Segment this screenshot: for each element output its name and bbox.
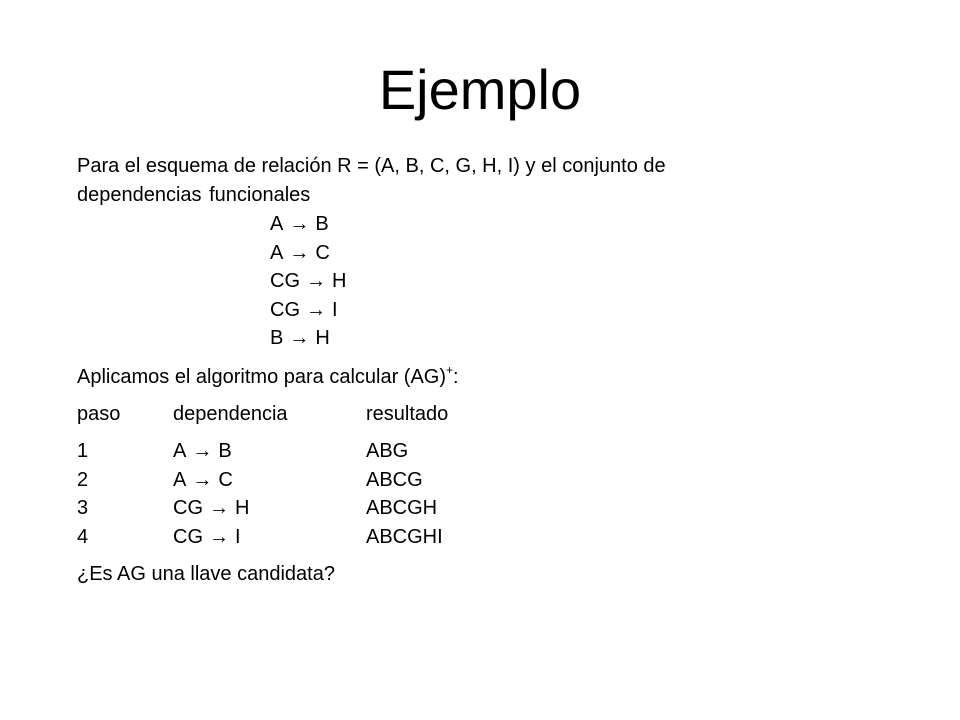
step-result: ABG [366,440,409,462]
arrow-icon: → [209,497,229,519]
dependency-item [270,210,917,239]
table-row [77,494,917,523]
step-dependency: CG → H [173,497,250,519]
intro-line-2: dependencias funcionales [77,184,311,206]
step-dependency: CG → I [173,525,241,548]
step-result: ABCGHI [366,525,443,548]
header-step: paso [77,402,121,425]
step-number: 4 [77,525,89,548]
slide-body [77,152,917,588]
step-number: 3 [77,497,89,519]
dependency-left: A [270,241,284,264]
algorithm-text: Aplicamos el algoritmo para calcular (AG) [77,365,447,388]
step-dependency: A → C [173,468,233,491]
dependency-left: A [270,213,284,235]
dependency-item [270,239,917,268]
dependency-item [270,267,917,296]
arrow-icon: → [289,327,310,349]
dependency-right: B [315,213,329,235]
intro-text [77,152,917,210]
header-dependency: dependencia [173,402,288,425]
arrow-icon: → [209,525,229,548]
algorithm-colon: : [453,365,459,388]
arrow-icon: → [306,270,326,292]
step-result: ABCG [366,468,423,491]
dependency-right: I [332,298,338,321]
arrow-icon: → [289,213,310,235]
table-header [77,400,917,429]
dependency-right: H [315,327,330,349]
dependency-right: C [315,241,330,264]
arrow-icon: → [306,298,326,321]
dependency-left: B [270,327,284,349]
algorithm-statement [77,363,917,391]
step-dependency: A → B [173,440,232,462]
dependency-item [270,324,917,353]
header-result: resultado [366,402,449,425]
arrow-icon: → [192,440,213,462]
closure-superscript: + [446,362,454,377]
dependency-left: CG [270,270,300,292]
slide-title: Ejemplo [378,58,582,121]
step-result: ABCGH [366,497,438,519]
dependency-list [270,210,917,353]
table-row [77,523,917,552]
step-number: 1 [77,440,89,462]
table-row [77,437,917,466]
intro-line-1: Para el esquema de relación R = (A, B, C, G, H, I) y el conjunto de [77,155,666,177]
arrow-icon: → [289,241,310,264]
step-number: 2 [77,468,89,491]
dependency-left: CG [270,298,300,321]
arrow-icon: → [192,468,213,491]
question-text: ¿Es AG una llave candidata? [77,563,335,585]
dependency-item [270,296,917,325]
dependency-right: H [332,270,347,292]
steps-table [77,437,917,551]
table-row [77,466,917,495]
